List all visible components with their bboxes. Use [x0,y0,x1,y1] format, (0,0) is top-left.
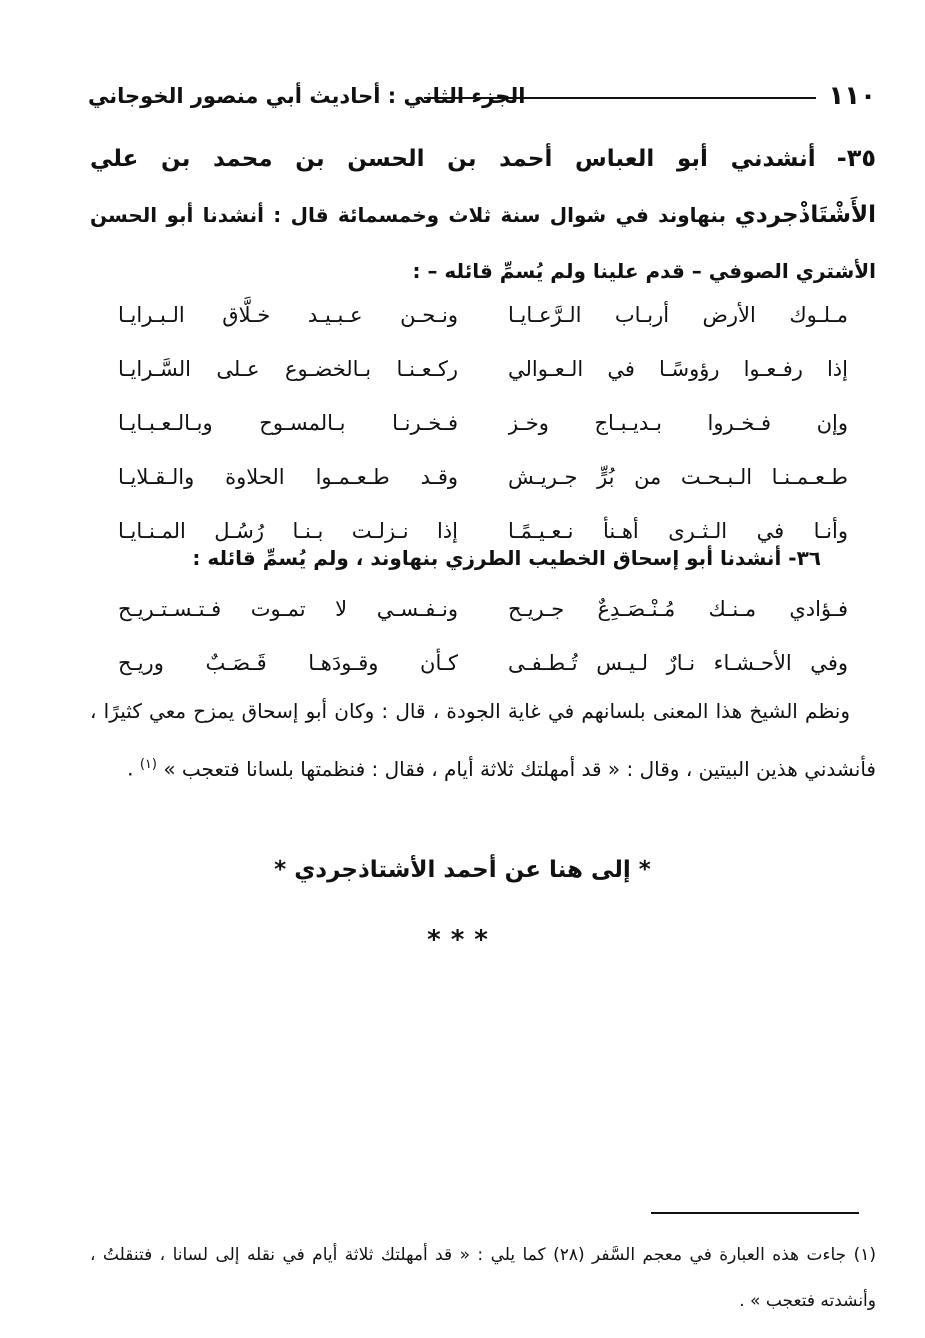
verse-second-hemistich: إذا نـزلـت بـنـا رُسُـل المـنـايـا [118,519,458,543]
entry-36-paragraph [81,532,821,584]
entry-35-number: ٣٥- [836,144,876,172]
footnote: (١) جاءت هذه العبارة في معجم السَّفر (٢٨) كما يلي : « قد أمهلتك ثلاثة أيام في نقله إلى لسانا ، فتنقلتُ ، وأنشدته فتعجب » . [90,1245,876,1311]
closing-text: ونظم الشيخ هذا المعنى بلسانهم في غاية الجودة ، قال : وكان أبو إسحاق يمزح معي كثيرًا ، فأنشدني هذين البيتين ، وقال : « قد أمهلتك ثلاثة أيام ، فقال : فنظمتها بلسانا فتعجب » [90,699,876,781]
entry-36-number: ٣٦- [788,546,821,570]
verse-first-hemistich: إذا رفـعـوا رؤوسًـا في الـعـوالي [508,357,848,381]
verse-second-hemistich: كـأن وقـودَهـا قَـصَـبٌ وريـح [118,651,458,675]
poem-2-verse [118,636,848,690]
verse-first-hemistich: وإن فـخـروا بـديـبـاج وخـز [508,411,848,435]
closing-paragraph [90,684,876,796]
running-header [88,76,876,116]
footnote-rule [651,1212,859,1214]
entry-35-lead: أنشدني أبو العباس أحمد بن الحسن بن محمد بن علي الأَشْتَاذْجردي [90,146,876,228]
entry-35-paragraph [90,130,876,299]
verse-first-hemistich: وأنـا في الـثـرى أهـنأ نـعـيـمًـا [508,519,848,543]
poem-1-verse [118,342,848,396]
section-end-note: * إلى هنا عن أحمد الأشتاذجردي * [274,857,651,883]
verse-second-hemistich: ركـعـنـا بـالخضـوع عـلى السَّـرايـا [118,357,458,381]
running-title: الجزء الثاني : أحاديث أبي منصور الخوجاني [88,84,526,108]
poem-1-verse [118,396,848,450]
section-divider-stars: *** [427,925,498,955]
verse-second-hemistich: ونـفـسـي لا تمـوت فـتـسـتـريـح [118,597,458,621]
verse-first-hemistich: فـؤادي مـنـك مُـنْـصَـدِعٌ جـريـح [508,597,848,621]
poem-1-verse [118,288,848,342]
entry-35-text: بنهاوند في شوال سنة ثلاث وخمسمائة قال : أنشدنا أبو الحسن الأشتري الصوفي – قدم علينا ولم يُسمِّ قائله – : [90,203,876,283]
poem-1 [118,288,848,558]
verse-first-hemistich: مـلـوك الأرض أربـاب الـرَّعـايـا [508,303,848,327]
page-number: ١١٠ [828,81,876,111]
poem-2 [118,582,848,690]
verse-first-hemistich: وفي الأحـشـاء نـارٌ لـيـس تُـطـفـى [508,651,848,675]
poem-1-verse [118,450,848,504]
verse-second-hemistich: ونـحـن عـبـيـد خـلَّاق الـبـرايـا [118,303,458,327]
verse-first-hemistich: طـعـمـنـا الـبـحـت من بُرٍّ جـريـش [508,465,848,489]
entry-36-text: أنشدنا أبو إسحاق الخطيب الطرزي بنهاوند ، ولم يُسمِّ قائله : [192,546,782,570]
closing-tail: . [127,756,140,781]
verse-second-hemistich: فـخـرنـا بـالمسـوح وبـالـعـبـايـا [118,411,458,435]
verse-second-hemistich: وقـد طـعـمـوا الحلاوة والـقـلايـا [118,465,458,489]
poem-2-verse [118,582,848,636]
footnote-marker[interactable]: (١) [139,757,157,772]
